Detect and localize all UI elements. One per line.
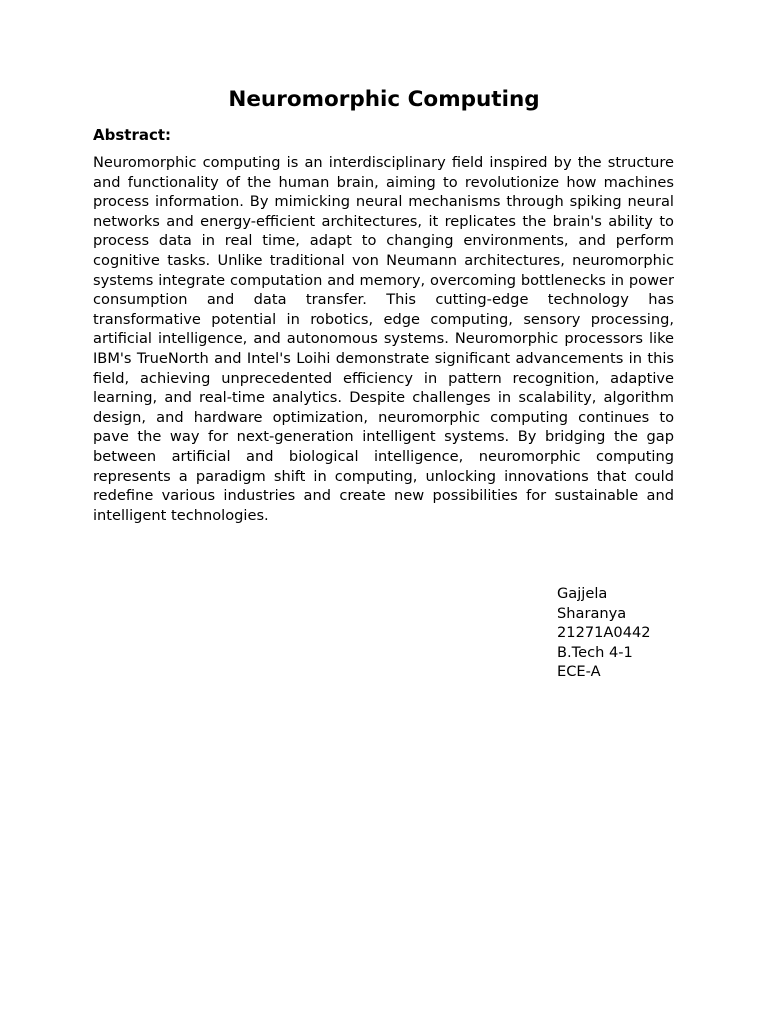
- author-block: [557, 584, 651, 682]
- abstract-body: Neuromorphic computing is an interdisciplinary field inspired by the structure and functionality of the human brain, aiming to revolutionize how machines process information. By mimicking neural mechanisms through spiking neural networks and energy-efficient architectures, it replicates the brain's ability to process data in real time, adapt to changing environments, and perform cognitive tasks. Unlike traditional von Neumann architectures, neuromorphic systems integrate computation and memory, overcoming bottlenecks in power consumption and data transfer. This cutting-edge technology has transformative potential in robotics, edge computing, sensory processing, artificial intelligence, and autonomous systems. Neuromorphic processors like IBM's TrueNorth and Intel's Loihi demonstrate significant advancements in this field, achieving unprecedented efficiency in pattern recognition, adaptive learning, and real-time analytics. Despite challenges in scalability, algorithm design, and hardware optimization, neuromorphic computing continues to pave the way for next-generation intelligent systems. By bridging the gap between artificial and biological intelligence, neuromorphic computing represents a paradigm shift in computing, unlocking innovations that could redefine various industries and create new possibilities for sustainable and intelligent technologies.: [93, 154, 674, 524]
- author-last-name: Sharanya: [557, 604, 627, 622]
- abstract-heading: Abstract:: [93, 126, 172, 144]
- author-roll-number: 21271A0442: [557, 624, 651, 641]
- author-first-name: Gajjela: [557, 585, 608, 602]
- author-section: ECE-A: [557, 663, 601, 680]
- page-title: Neuromorphic Computing: [228, 87, 540, 112]
- author-program: B.Tech 4-1: [557, 643, 633, 661]
